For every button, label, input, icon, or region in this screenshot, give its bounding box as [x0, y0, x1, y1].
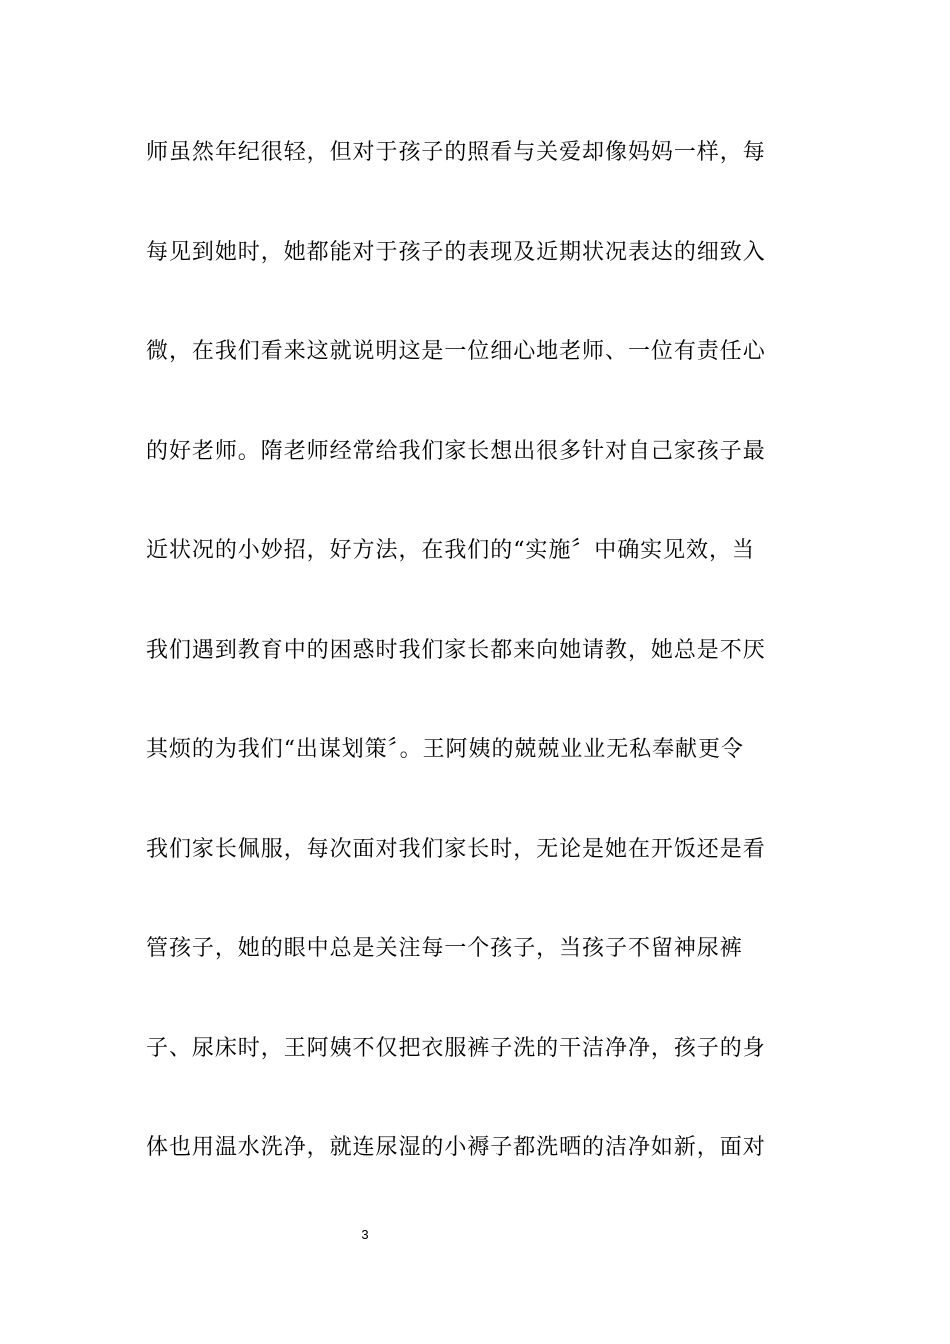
- text-line: 管孩子，她的眼中总是关注每一个孩子，当孩子不留神尿裤: [146, 936, 743, 961]
- text-line: 的好老师。隋老师经常给我们家长想出很多针对自己家孩子最: [146, 438, 766, 464]
- body-text: [146, 128, 806, 1223]
- text-line: 子、尿床时，王阿姨不仅把衣服裤子洗的干洁净净，孩子的身: [146, 1035, 766, 1061]
- text-line: 体也用温水洗净，就连尿湿的小褥子都洗晒的洁净如新，面对: [146, 1135, 766, 1160]
- text-line: 每见到她时，她都能对于孩子的表现及近期状况表达的细致入: [146, 239, 766, 265]
- text-line: 我们家长佩服，每次面对我们家长时，无论是她在开饭还是看: [146, 836, 766, 862]
- text-line: 近状况的小妙招，好方法，在我们的“实施〞中确实见效，当: [146, 538, 755, 563]
- text-line: 其烦的为我们“出谋划策〞。王阿姨的兢兢业业无私奉献更令: [146, 737, 744, 762]
- text-line: 师虽然年纪很轻，但对于孩子的照看与关爱却像妈妈一样，每: [146, 140, 766, 165]
- page-number: 3: [361, 1227, 369, 1242]
- text-line: 我们遇到教育中的困惑时我们家长都来向她请教，她总是不厌: [146, 637, 766, 663]
- text-line: 微，在我们看来这就说明这是一位细心地老师、一位有责任心: [146, 339, 766, 364]
